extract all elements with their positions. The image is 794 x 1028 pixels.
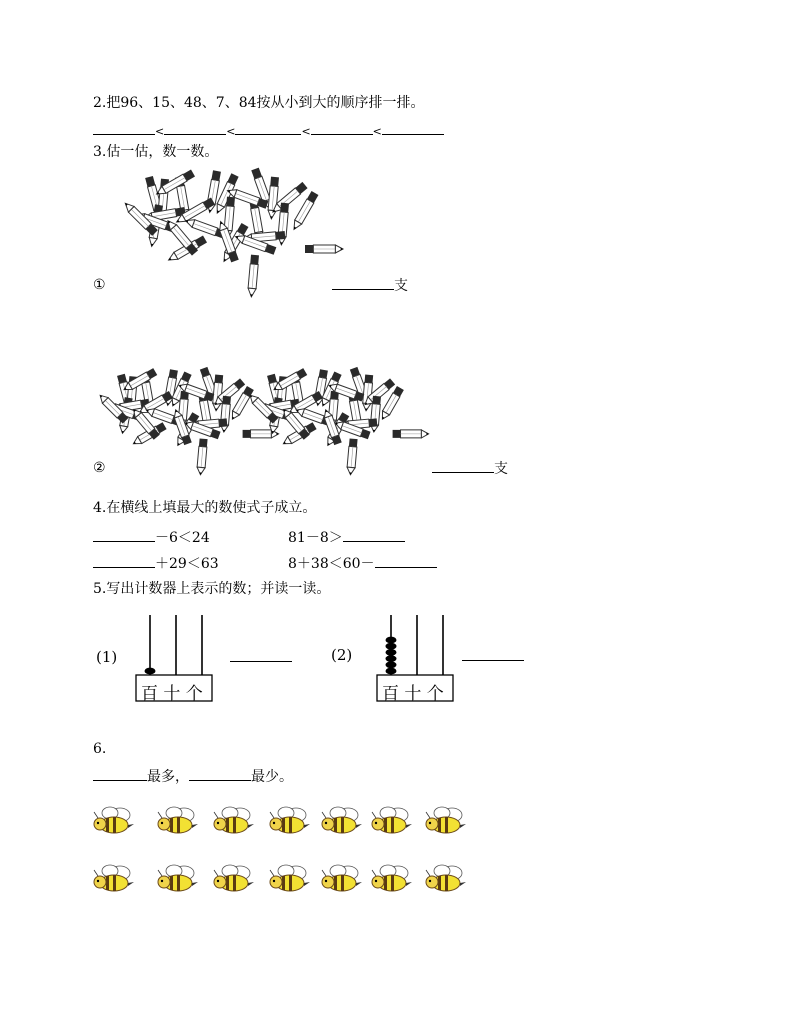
bee-icon <box>426 865 466 891</box>
bee-icon <box>158 865 198 891</box>
q2-blank-2[interactable] <box>164 120 226 135</box>
pencil-icon <box>247 255 259 298</box>
unit-label: 支 <box>394 278 408 294</box>
bee-icon <box>270 865 310 891</box>
pencil-icon <box>196 438 207 475</box>
pencil-icon <box>122 368 157 393</box>
bee-icon <box>94 807 134 833</box>
abacus-bead <box>145 668 156 675</box>
abacus-bead <box>386 643 397 650</box>
abacus-bead <box>386 661 397 668</box>
less-than-sign: < <box>226 125 236 138</box>
bee-icon <box>158 807 198 833</box>
abacus-bead <box>386 637 397 644</box>
less-than-sign: < <box>155 125 165 138</box>
pencil-icon <box>393 430 429 438</box>
q4-blank-3[interactable] <box>93 553 155 568</box>
q3-answer-2 <box>432 458 508 478</box>
q3-blank-1[interactable] <box>332 275 394 290</box>
pencil-icon <box>212 374 223 411</box>
abacus-2-label: (2) <box>331 646 353 664</box>
unit-label: 支 <box>494 461 508 477</box>
pencil-icon <box>267 177 279 220</box>
less-than-sign: < <box>301 125 311 138</box>
abacus-bead <box>386 668 397 675</box>
q4-expr-2 <box>288 527 405 547</box>
pencil-icon <box>305 245 343 253</box>
q4-question: 4.在横线上填最大的数使式子成立。 <box>93 500 317 516</box>
abacus-1-label: (1) <box>96 648 118 666</box>
bee-icon <box>426 807 466 833</box>
pencil-cluster-1-image <box>125 165 365 290</box>
q4-expr-1 <box>93 527 210 547</box>
q2-answer-row <box>93 120 444 141</box>
q3-question: 3.估一估，数一数。 <box>93 144 219 160</box>
q6-least-text: 最少。 <box>251 769 293 785</box>
q4-blank-1[interactable] <box>93 527 155 542</box>
pencil-icon <box>346 438 357 475</box>
bee-icon <box>270 807 310 833</box>
bee-icon <box>372 807 412 833</box>
q2-blank-4[interactable] <box>311 120 373 135</box>
q5-blank-2[interactable] <box>462 660 524 661</box>
abacus-bead <box>386 649 397 656</box>
bee-icon <box>214 865 254 891</box>
abacus-bead <box>386 655 397 662</box>
abacus-1-place-labels: 百 十 个 <box>141 684 203 704</box>
q6-most-text: 最多， <box>147 769 189 785</box>
q3-answer-1 <box>332 275 408 295</box>
q5-question: 5.写出计数器上表示的数；并读一读。 <box>93 581 331 597</box>
less-than-sign: < <box>372 125 382 138</box>
bee-icon <box>214 807 254 833</box>
q6-blank-least[interactable] <box>189 766 251 781</box>
q5-blank-1[interactable] <box>230 661 292 662</box>
q4-expr2-text: 81－8＞ <box>288 530 343 546</box>
q4-blank-2[interactable] <box>343 527 405 542</box>
q2-blank-5[interactable] <box>382 120 444 135</box>
q3-item1-marker: ① <box>93 277 106 293</box>
q3-blank-2[interactable] <box>432 458 494 473</box>
q6-blank-most[interactable] <box>93 766 147 781</box>
pencil-icon <box>362 374 373 411</box>
q6-number: 6. <box>93 741 107 757</box>
q4-blank-4[interactable] <box>375 553 437 568</box>
q4-expr-4 <box>288 553 437 573</box>
q6-sentence <box>93 766 293 786</box>
bee-icon <box>372 865 412 891</box>
bee-illustration <box>90 800 490 910</box>
q2-question: 2.把96、15、48、7、84按从小到大的顺序排一排。 <box>93 95 425 111</box>
pencil-icon <box>272 368 307 393</box>
q3-item2-marker: ② <box>93 460 106 476</box>
abacus-2-place-labels: 百 十 个 <box>382 684 444 704</box>
q4-expr4-text: 8＋38＜60－ <box>288 556 375 572</box>
q4-expr-3 <box>93 553 219 573</box>
bee-icon <box>322 865 362 891</box>
q4-expr3-text: ＋29＜63 <box>155 556 219 572</box>
q2-blank-1[interactable] <box>93 120 155 135</box>
bee-icon <box>322 807 362 833</box>
bee-icon <box>94 865 134 891</box>
q2-blank-3[interactable] <box>235 120 301 135</box>
q4-expr1-text: －6＜24 <box>155 530 210 546</box>
pencil-cluster-2-image <box>110 365 420 470</box>
